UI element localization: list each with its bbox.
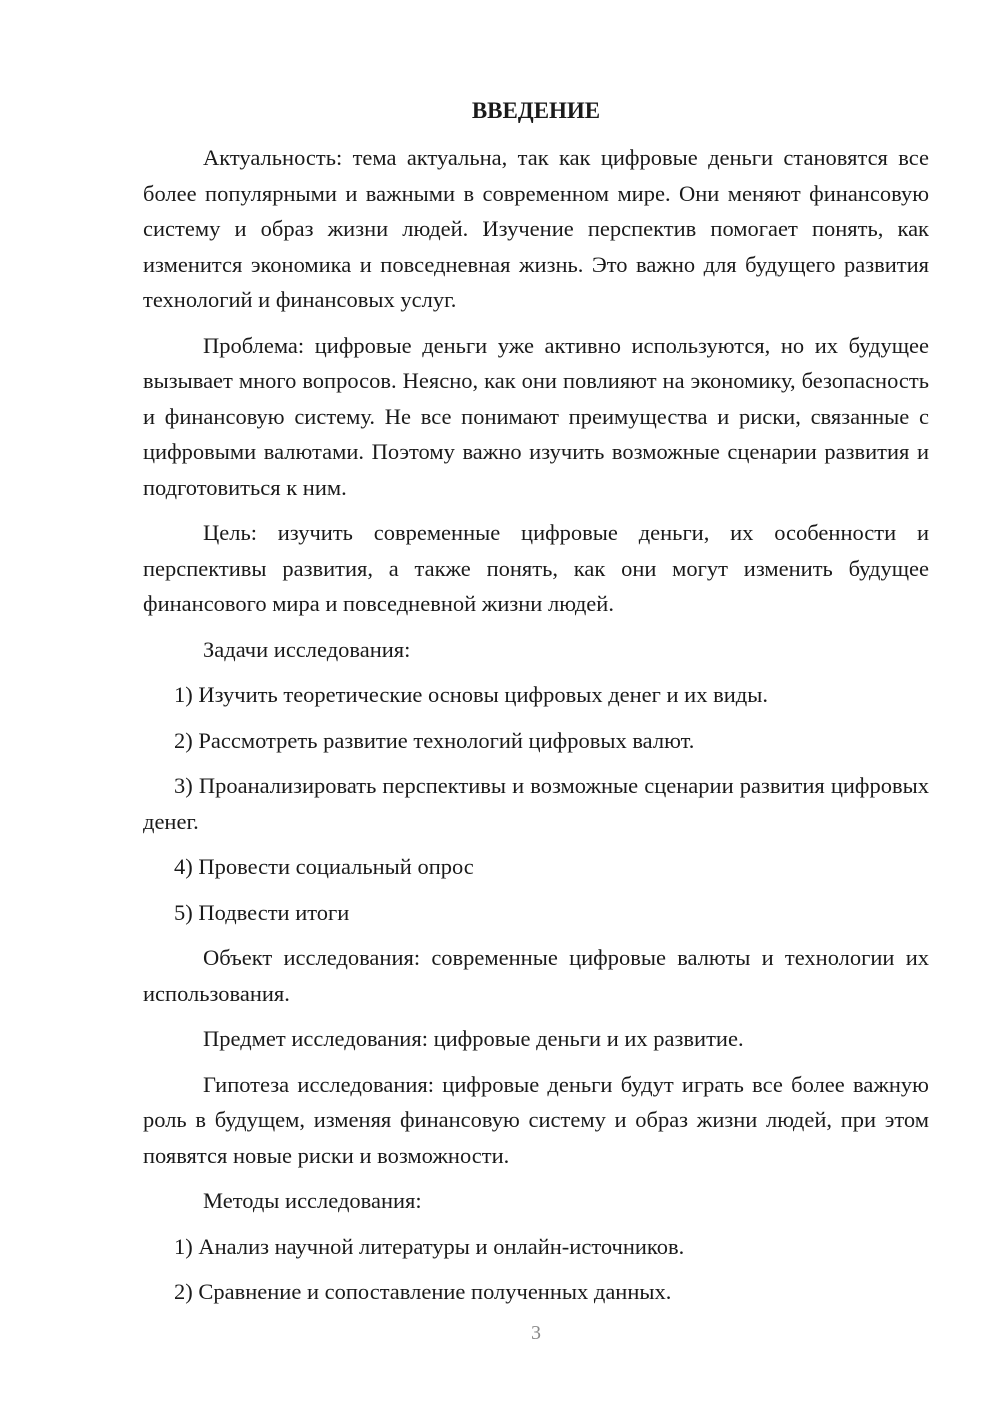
list-item-method-2: 2) Сравнение и сопоставление полученных данных. <box>174 1279 672 1304</box>
tasks-heading: Задачи исследования: <box>203 636 411 662</box>
section-heading: ВВЕДЕНИЕ <box>471 98 601 123</box>
paragraph-hypothesis: Гипотеза исследования: цифровые деньги будут играть все более важную роль в будущем, изменяя финансовую систему и образ жизни людей, при этом появятся новые риски и возможности. <box>143 1071 929 1168</box>
paragraph-subject: Предмет исследования: цифровые деньги и их развитие. <box>203 1026 744 1051</box>
methods-heading: Методы исследования: <box>203 1188 422 1213</box>
list-item-task-2: 2) Рассмотреть развитие технологий цифровых валют. <box>174 727 695 753</box>
paragraph-object: Объект исследования: современные цифровые валюты и технологии их использования. <box>143 945 929 1006</box>
paragraph-relevance: Актуальность: тема актуальна, так как цифровые деньги становятся все более популярными и важными в современном мире. Они меняют финансовую систему и образ жизни людей. Изучение перспектив помогает понять, как изменится экономика и повседневная жизнь. Это важно для будущего развития технологий и финансовых услуг. <box>143 145 929 312</box>
list-item-task-5: 5) Подвести итоги <box>174 899 350 925</box>
list-item-task-3: 3) Проанализировать перспективы и возможные сценарии развития цифровых денег. <box>143 773 929 834</box>
document-page <box>143 94 929 1320</box>
paragraph-goal: Цель: изучить современные цифровые деньги, их особенности и перспективы развития, а также понять, как они могут изменить будущее финансового мира и повседневной жизни людей. <box>143 520 929 616</box>
paragraph-problem: Проблема: цифровые деньги уже активно используются, но их будущее вызывает много вопросов. Неясно, как они повлияют на экономику, безопасность и финансовую систему. Не все понимают преимущества и риски, связанные с цифровыми валютами. Поэтому важно изучить возможные сценарии развития и подготовиться к ним. <box>143 332 929 500</box>
page-number: 3 <box>531 1322 541 1344</box>
list-item-task-1: 1) Изучить теоретические основы цифровых денег и их виды. <box>174 682 768 707</box>
list-item-method-1: 1) Анализ научной литературы и онлайн-источников. <box>174 1233 685 1259</box>
list-item-task-4: 4) Провести социальный опрос <box>174 854 474 879</box>
